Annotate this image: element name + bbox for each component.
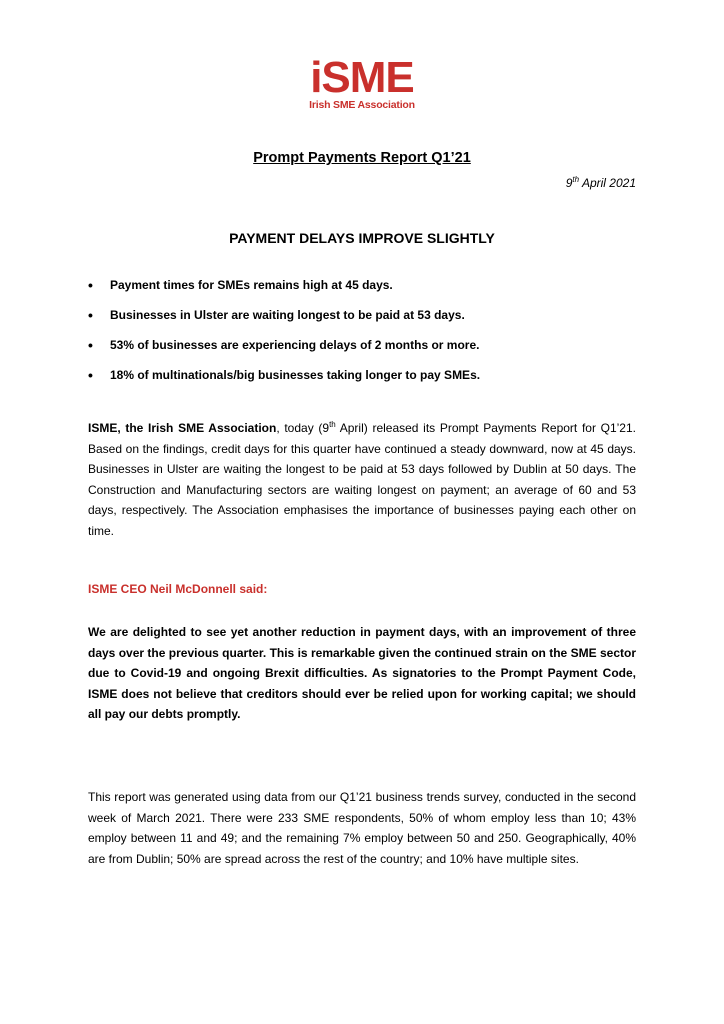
logo-wordmark: iSME: [310, 53, 414, 102]
key-point: • 53% of businesses are experiencing delays of 2 months or more.: [88, 330, 648, 360]
methodology-paragraph: This report was generated using data from our Q1’21 business trends survey, conducted in the second week of March 2021. There were 233 SME respondents, 50% of whom employ less than 10; 43% employ between 11 and 49; and the remaining 7% employ between 50 and 250. Geographically, 40% are from Dublin; 50% are spread across the rest of the country; and 10% have multiple sites.: [88, 790, 636, 866]
key-points-list: [88, 270, 648, 390]
logo-subtitle: [300, 99, 424, 111]
intro-text-rest: April) released its Prompt Payments Report for Q1’21. Based on the findings, credit days for this quarter have continued a steady downward, now at 45 days. Businesses in Ulster are waiting the longest to be paid at 53 days followed by Dublin at 50 days. The Construction and Manufacturing sectors are waiting longest on payment; an average of 60 and 53 days, respectively. The Association emphasises the importance of businesses paying each other on time.: [88, 421, 636, 538]
isme-logo: [300, 53, 424, 112]
key-point: • Payment times for SMEs remains high at 45 days.: [88, 270, 648, 300]
headline: PAYMENT DELAYS IMPROVE SLIGHTLY: [229, 230, 495, 246]
intro-paragraph: [88, 418, 636, 541]
logo-sub-post: Association: [355, 99, 415, 111]
report-title: Prompt Payments Report Q1’21: [253, 150, 471, 166]
ceo-heading: ISME CEO Neil McDonnell said:: [88, 582, 268, 596]
date-rest: April 2021: [579, 176, 636, 190]
intro-sup: th: [329, 420, 336, 429]
logo-sub-pre: Irish: [309, 99, 334, 111]
ceo-quote: We are delighted to see yet another reduction in payment days, with an improvement of three days over the previous quarter. This is remarkable given the continued strain on the SME sector due to Covid-19 and ongoing Brexit difficulties. As signatories to the Prompt Payment Code, ISME does not believe that creditors should ever be relied upon for working capital; we should all pay our debts promptly.: [88, 625, 636, 721]
intro-bold-lead: ISME, the Irish SME Association: [88, 421, 277, 435]
logo-sub-sme: SME: [333, 99, 356, 111]
date-day: 9: [565, 176, 573, 190]
intro-text-pre: , today (9: [276, 421, 330, 435]
key-point: • Businesses in Ulster are waiting longest to be paid at 53 days.: [88, 300, 648, 330]
date-suffix: th: [572, 175, 580, 184]
key-point: • 18% of multinationals/big businesses taking longer to pay SMEs.: [88, 360, 648, 390]
report-date: [566, 175, 636, 190]
